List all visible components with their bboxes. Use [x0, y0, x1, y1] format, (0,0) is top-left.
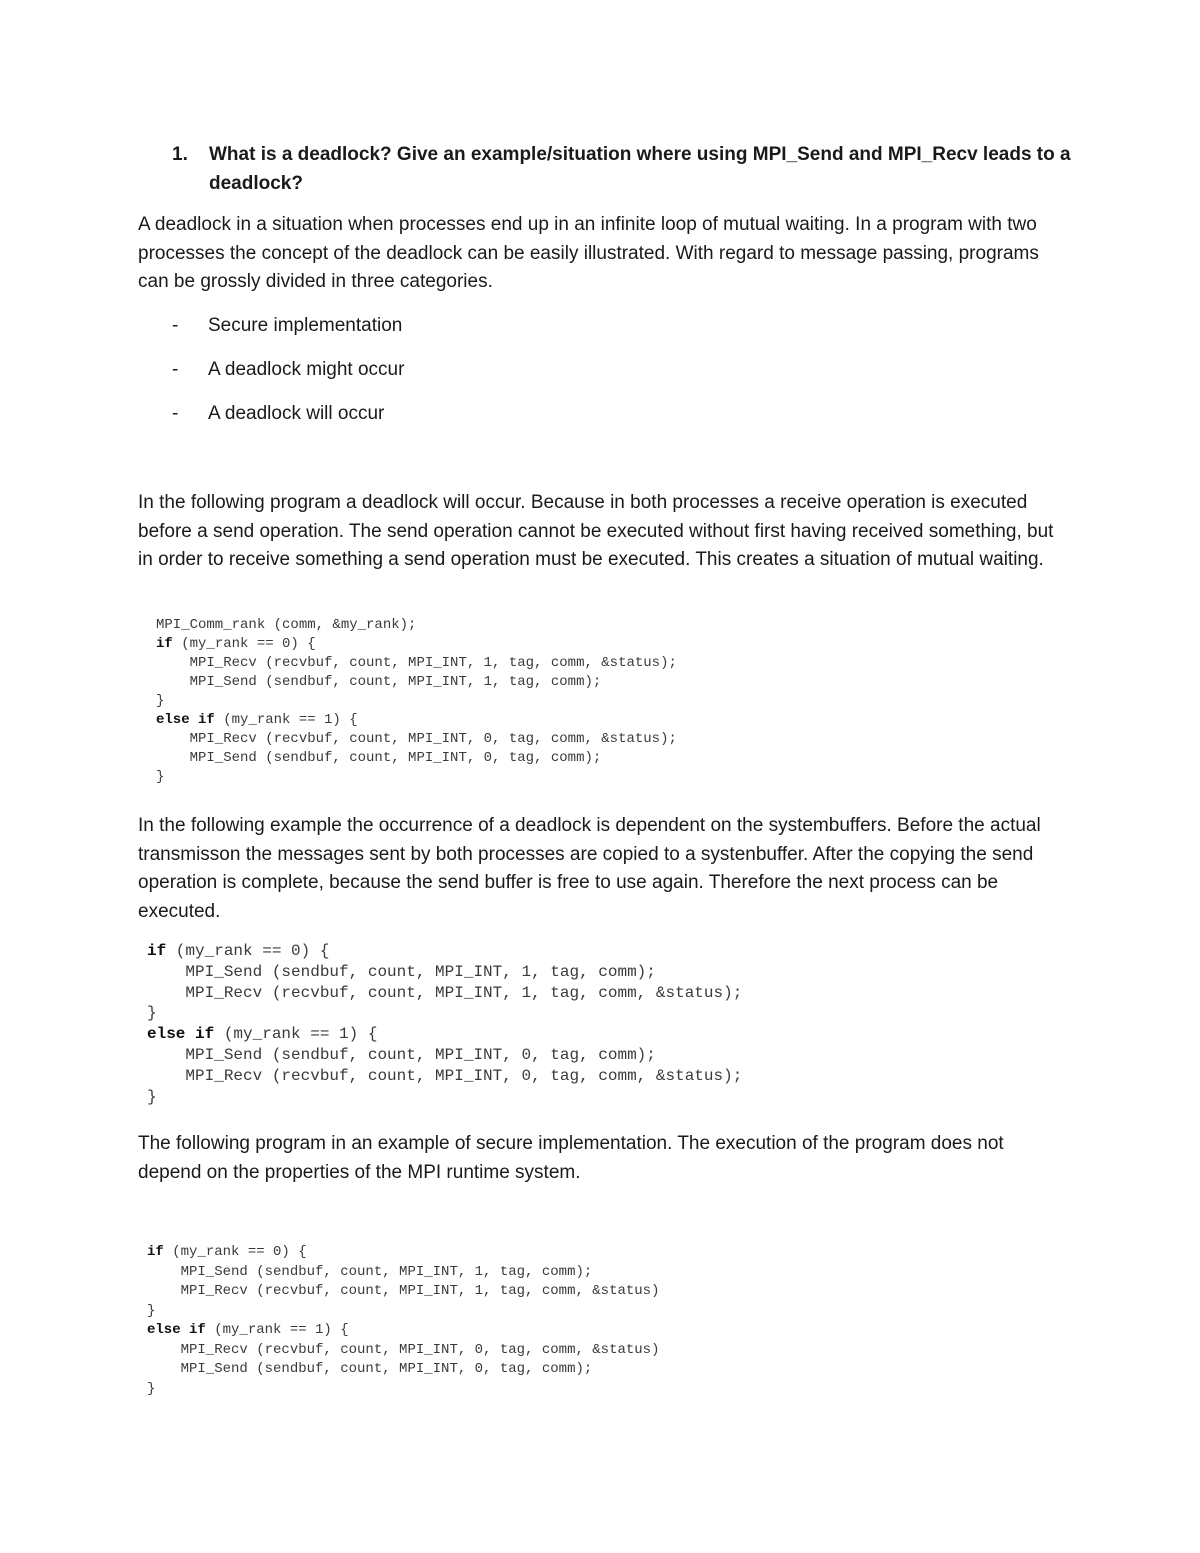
- code-line: [156, 749, 677, 768]
- code-line: [156, 768, 677, 787]
- code-text: MPI_Send (sendbuf, count, MPI_INT, 0, tag, comm);: [147, 1045, 656, 1064]
- code-line: [147, 1321, 659, 1341]
- code-line: [156, 654, 677, 673]
- code-text: MPI_Recv (recvbuf, count, MPI_INT, 1, tag, comm, &status): [147, 1283, 660, 1299]
- question-heading: [172, 140, 1072, 198]
- code-text: (my_rank == 0) {: [163, 1244, 307, 1260]
- bullet-dash: -: [172, 315, 179, 336]
- code-line: [147, 962, 742, 983]
- code-keyword: else if: [156, 712, 215, 728]
- code-text: MPI_Send (sendbuf, count, MPI_INT, 1, tag, comm);: [147, 1263, 593, 1280]
- category-label: A deadlock will occur: [208, 403, 385, 424]
- code-line: [147, 1243, 659, 1263]
- code-text: MPI_Send (sendbuf, count, MPI_INT, 0, tag, comm);: [156, 750, 602, 766]
- code-line: [147, 1024, 742, 1045]
- code-text: MPI_Send (sendbuf, count, MPI_INT, 0, tag, comm);: [147, 1361, 593, 1377]
- bullet-dash: -: [172, 403, 179, 424]
- code-line: [147, 1066, 742, 1087]
- intro-paragraph: A deadlock in a situation when processes end up in an infinite loop of mutual waiting. In a program with two processes the concept of the deadlock can be easily illustrated. With regard to message passing, programs can be grossly divided in three categories.: [138, 214, 1039, 292]
- code-line: [147, 941, 742, 962]
- question-number: 1.: [172, 144, 188, 165]
- code-keyword: else if: [147, 1322, 206, 1338]
- code-text: MPI_Comm_rank (comm, &my_rank);: [156, 617, 417, 633]
- deadlock-paragraph: In the following program a deadlock will occur. Because in both processes a receive operation is executed before a send operation. The send operation cannot be executed without first having received something, but in order to receive something a send operation must be executed. This creates a situation of mutual waiting.: [138, 492, 1054, 570]
- code-line: [147, 1045, 742, 1066]
- code-text: (my_rank == 1) {: [214, 1025, 378, 1044]
- code-text: }: [156, 769, 165, 785]
- code-text: MPI_Recv (recvbuf, count, MPI_INT, 1, tag, comm, &status);: [156, 655, 677, 671]
- code-keyword: else if: [147, 1025, 215, 1044]
- code-text: MPI_Recv (recvbuf, count, MPI_INT, 0, tag, comm, &status): [147, 1341, 660, 1358]
- code-line: [156, 635, 677, 654]
- code-line: [147, 1302, 659, 1322]
- code-text: }: [147, 1087, 157, 1106]
- code-line: [147, 1087, 742, 1108]
- code-line: [147, 983, 742, 1004]
- code-line: [156, 673, 677, 692]
- code-text: }: [147, 1004, 157, 1023]
- code-text: }: [147, 1380, 156, 1397]
- code-text: MPI_Send (sendbuf, count, MPI_INT, 1, tag, comm);: [156, 674, 602, 690]
- code-line: [147, 1003, 742, 1024]
- code-text: MPI_Send (sendbuf, count, MPI_INT, 1, tag, comm);: [147, 962, 656, 981]
- code-text: (my_rank == 1) {: [205, 1322, 349, 1338]
- code-text: MPI_Recv (recvbuf, count, MPI_INT, 0, tag, comm, &status);: [156, 731, 677, 747]
- code-line: [147, 1341, 659, 1361]
- code-text: MPI_Recv (recvbuf, count, MPI_INT, 0, tag, comm, &status);: [147, 1066, 743, 1085]
- code-line: [156, 692, 677, 711]
- code-text: (my_rank == 0) {: [172, 636, 316, 652]
- category-label: A deadlock might occur: [208, 359, 405, 380]
- code-line: [147, 1263, 659, 1283]
- code-line: [156, 730, 677, 749]
- secure-paragraph: The following program in an example of secure implementation. The execution of the program does not depend on the properties of the MPI runtime system.: [138, 1133, 1004, 1183]
- code-text: MPI_Recv (recvbuf, count, MPI_INT, 1, tag, comm, &status);: [147, 983, 743, 1002]
- code-keyword: if: [147, 1244, 164, 1260]
- code-line: [156, 616, 677, 635]
- bullet-dash: -: [172, 359, 179, 380]
- code-keyword: if: [147, 942, 167, 960]
- code-keyword: if: [156, 636, 173, 652]
- code-block-systembuffer: [147, 941, 742, 1107]
- code-line: [147, 1360, 659, 1380]
- code-text: (my_rank == 1) {: [214, 712, 358, 728]
- category-label: Secure implementation: [208, 315, 403, 336]
- code-block-secure: [147, 1243, 659, 1399]
- systembuffer-paragraph: In the following example the occurrence of a deadlock is dependent on the systembuffers. Before the actual transmisson the messages sent by both processes are copied to a systenbuffer. After the copying the send operation is complete, because the send buffer is free to use again. Therefore the next process can be executed.: [138, 815, 1041, 922]
- code-block-deadlock: [156, 616, 677, 787]
- code-text: (my_rank == 0) {: [166, 942, 330, 960]
- code-line: [156, 711, 677, 730]
- code-text: }: [156, 693, 165, 709]
- code-text: }: [147, 1302, 156, 1319]
- code-line: [147, 1282, 659, 1302]
- question-text: What is a deadlock? Give an example/situation where using MPI_Send and MPI_Recv leads to a deadlock?: [209, 144, 1071, 194]
- code-line: [147, 1380, 659, 1400]
